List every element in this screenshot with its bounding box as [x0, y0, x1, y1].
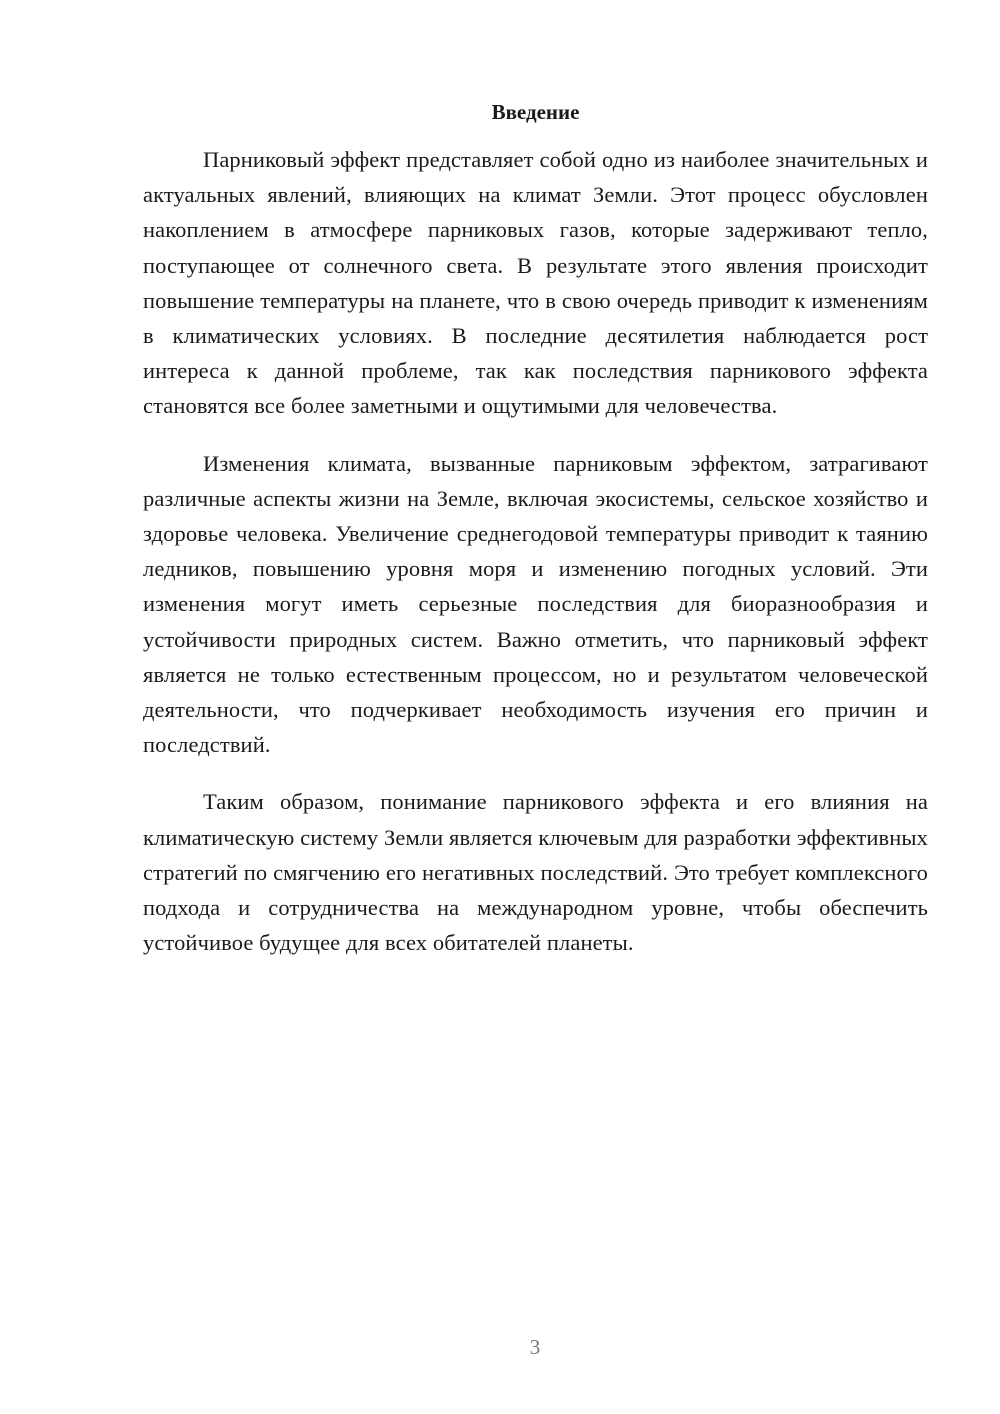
paragraph-1: Парниковый эффект представляет собой одно из наиболее значительных и актуальных явлений, влияющих на климат Земли. Этот процесс обусловлен накоплением в атмосфере парниковых газов, которые задерживают тепло, поступающее от солнечного света. В результате этого явления происходит повышение температуры на планете, что в свою очередь приводит к изменениям в климатических условиях. В последние десятилетия наблюдается рост интереса к данной проблеме, так как последствия парникового эффекта становятся все более заметными и ощутимыми для человечества.	[143, 147, 928, 419]
page-number: 3	[529, 1335, 541, 1359]
paragraph-3: Таким образом, понимание парникового эффекта и его влияния на климатическую систему Земли является ключевым для разработки эффективных стратегий по смягчению его негативных последствий. Это требует комплексного подхода и сотрудничества на международном уровне, чтобы обеспечить устойчивое будущее для всех обитателей планеты.	[143, 789, 928, 956]
section-heading: Введение	[491, 100, 580, 124]
paragraph-2: Изменения климата, вызванные парниковым эффектом, затрагивают различные аспекты жизни на Земле, включая экосистемы, сельское хозяйство и здоровье человека. Увеличение среднегодовой температуры приводит к таянию ледников, повышению уровня моря и изменению погодных условий. Эти изменения могут иметь серьезные последствия для биоразнообразия и устойчивости природных систем. Важно отметить, что парниковый эффект является не только естественным процессом, но и результатом человеческой деятельности, что подчеркивает необходимость изучения его причин и последствий.	[143, 450, 928, 758]
body-text	[143, 142, 928, 982]
